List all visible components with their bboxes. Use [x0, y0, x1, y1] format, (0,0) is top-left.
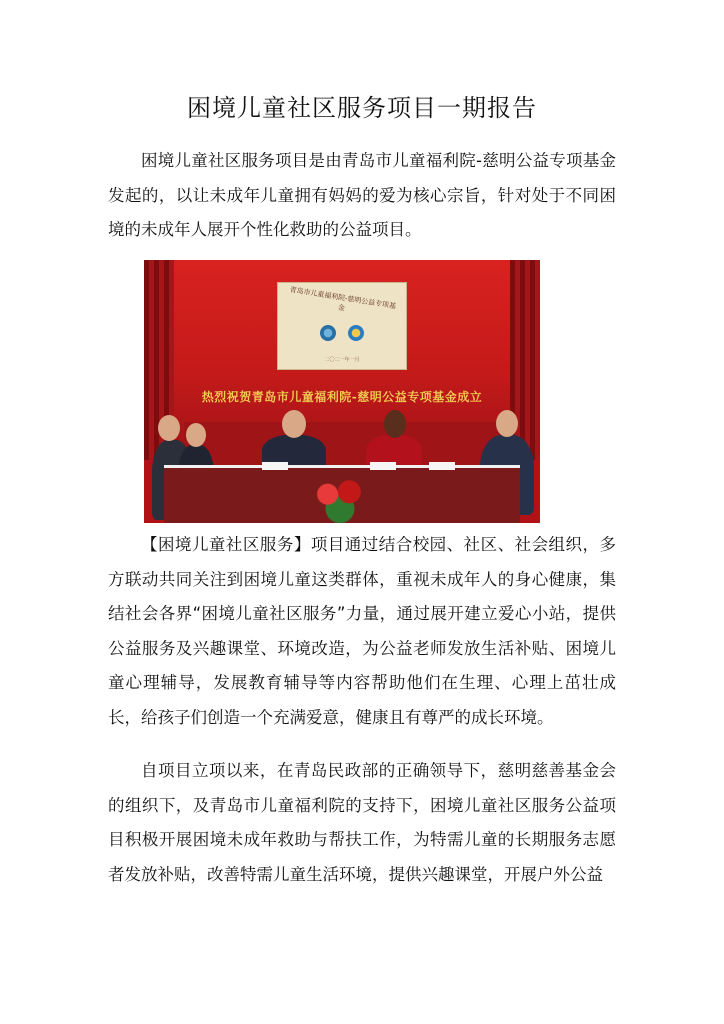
photo-plaque — [277, 282, 407, 370]
photo-nameplate — [370, 462, 396, 470]
document-title: 困境儿童社区服务项目一期报告 — [187, 94, 537, 122]
photo-head — [282, 410, 306, 438]
photo-banner: 热烈祝贺青岛市儿童福利院-慈明公益专项基金成立 — [201, 390, 483, 404]
ceremony-photo — [144, 260, 540, 523]
photo-nameplate — [262, 462, 288, 470]
photo-nameplate — [429, 462, 455, 470]
photo-head — [158, 415, 180, 441]
photo-flowers — [309, 475, 371, 523]
paragraph-progress: 自项目立项以来，在青岛民政部的正确领导下，慈明慈善基金会的组织下，及青岛市儿童福利院的支持下，困境儿童社区服务公益项目积极开展困境未成年救助与帮扶工作，为特需儿童的长期服务志愿者发放补贴，改善特需儿童生活环境，提供兴趣课堂，开展户外公益 — [108, 761, 616, 884]
photo-head — [496, 410, 518, 437]
paragraph-project: 【困境儿童社区服务】项目通过结合校园、社区、社会组织，多方联动共同关注到困境儿童这类群体，重视未成年人的身心健康，集结社会各界“困境儿童社区服务”力量，通过展开建立爱心小站，提供公益服务及兴趣课堂、环境改造，为公益老师发放生活补贴、困境儿童心理辅导，发展教育辅导等内容帮助他们在生理、心理上茁壮成长，给孩子们创造一个充满爱意，健康且有尊严的成长环境。 — [108, 535, 616, 727]
photo-head — [384, 410, 406, 438]
welfare-logo-icon — [320, 325, 336, 341]
plaque-date: 二〇二一年一月 — [324, 357, 360, 363]
plaque-text: 青岛市儿童福利院-慈明公益专项基金 — [289, 285, 397, 313]
foundation-logo-icon — [348, 325, 364, 341]
paragraph-intro: 困境儿童社区服务项目是由青岛市儿童福利院-慈明公益专项基金发起的，以让未成年儿童拥有妈妈的爱为核心宗旨，针对处于不同困境的未成年人展开个性化救助的公益项目。 — [108, 151, 616, 239]
photo-head — [186, 423, 206, 447]
